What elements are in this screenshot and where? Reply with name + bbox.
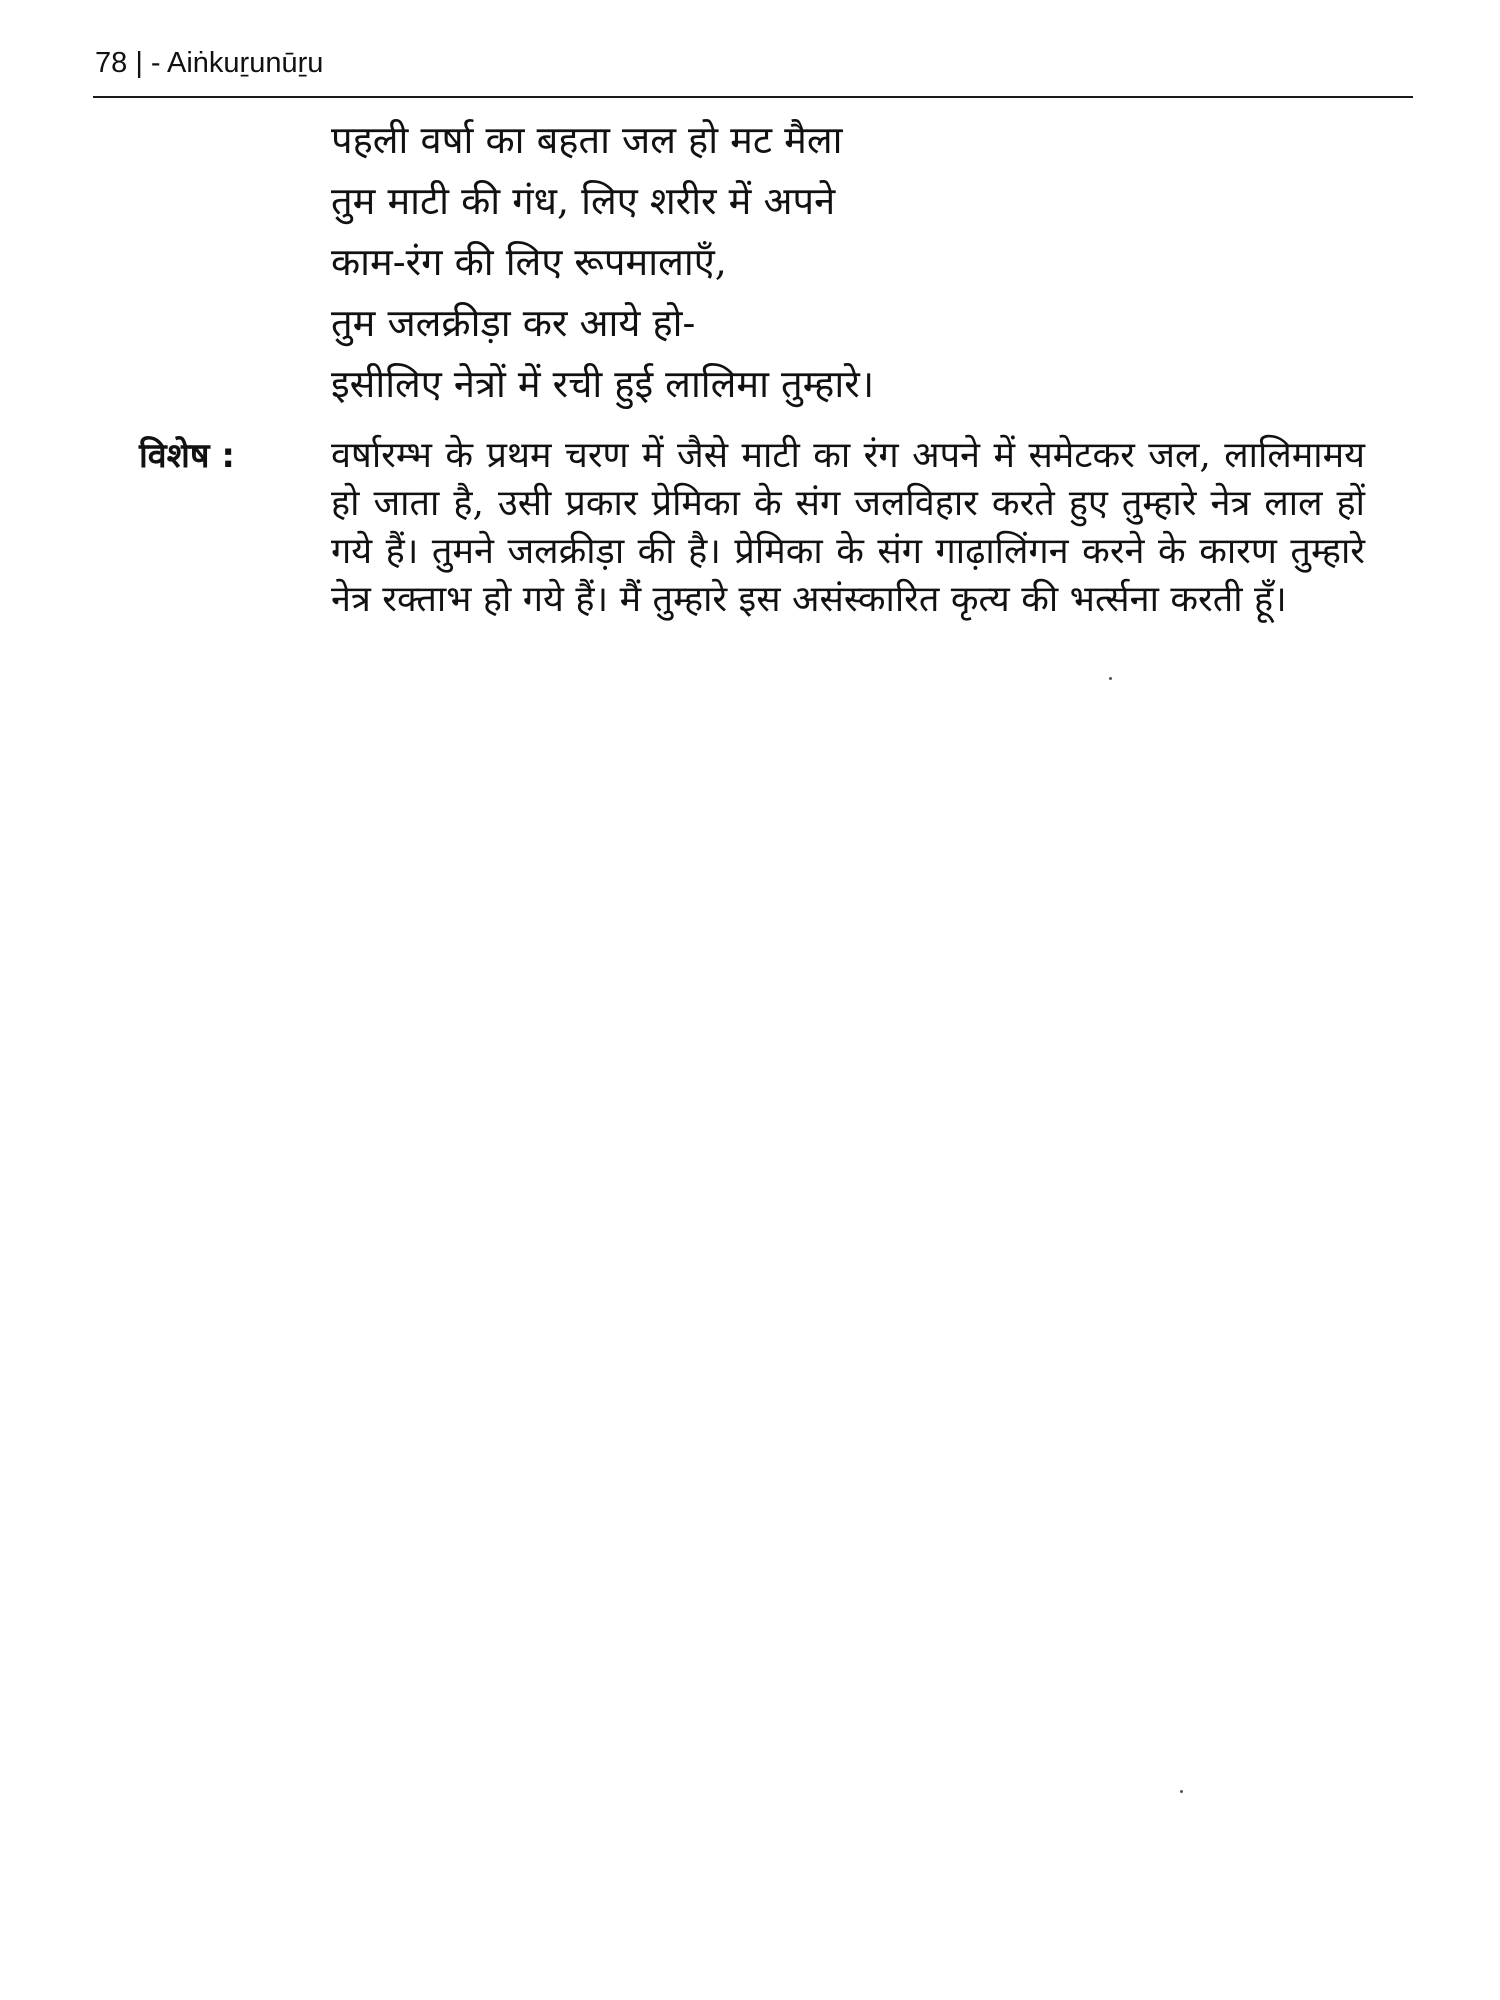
scan-speck [1109,677,1112,680]
page-number-and-title: 78 | - Aiṅkuṟunūṟu [95,47,324,79]
commentary-text: वर्षारम्भ के प्रथम चरण में जैसे माटी का रंग अपने में समेटकर जल, लालिमामय हो जाता है, उसी प्रकार प्रेमिका के संग जलविहार करते हुए तुम्हारे नेत्र लाल हों गये हैं। तुमने जलक्रीड़ा की है। प्रेमिका के संग गाढ़ालिंगन करने के कारण तुम्हारे नेत्र रक्ताभ हो गये हैं। मैं तुम्हारे इस असंस्कारित कृत्य की भर्त्सना करती हूँ। [331,435,1365,620]
verse-line: तुम जलक्रीड़ा कर आये हो- [331,301,696,345]
commentary-label: विशेष : [139,436,235,476]
verse-line: तुम माटी की गंध, लिए शरीर में अपने [331,179,836,223]
verse-block [331,110,1331,415]
verse-line: इसीलिए नेत्रों में रची हुई लालिमा तुम्हारे। [331,362,875,406]
scan-speck [1180,1790,1183,1793]
verse-line: काम-रंग की लिए रूपमालाएँ, [331,240,727,284]
verse-line: पहली वर्षा का बहता जल हो मट मैला [331,118,843,162]
running-header [93,40,1413,98]
